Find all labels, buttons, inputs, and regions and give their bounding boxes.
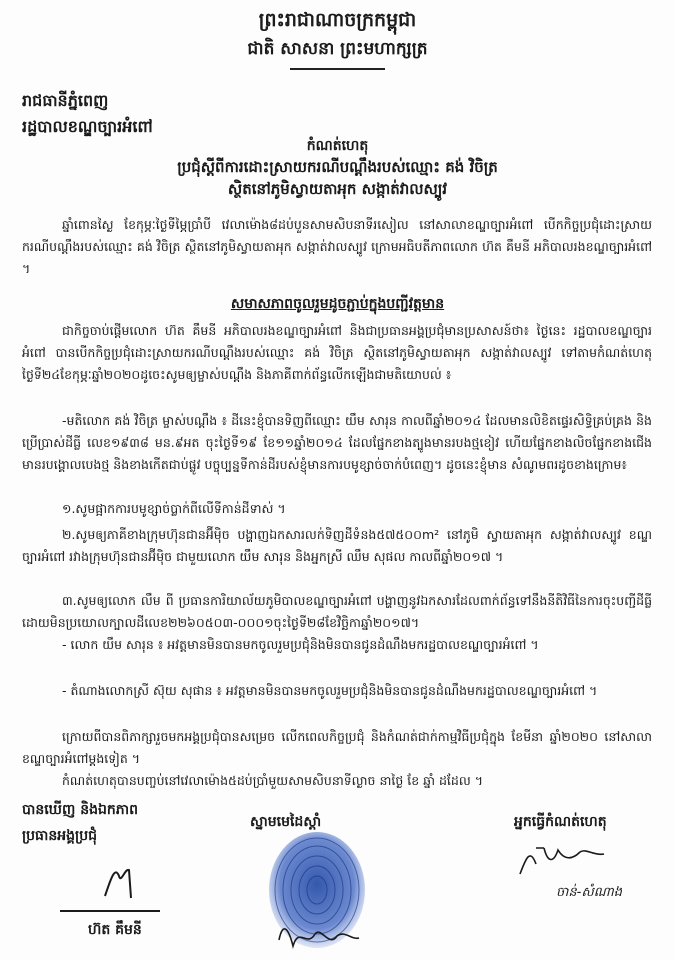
motto-ornament-divider — [290, 68, 385, 71]
paragraph-request-3: ៣.សូមឲ្យលោក លឹម ពី ប្រធានការិយាល័យភូមិបាលខណ្ឌច្បារអំពៅ បង្ហាញនូវឯកសារដែលពាក់ព័ន្ធទៅនឹងនីតិវិធីនៃការចុះបញ្ជីដីធ្លីដោយមិនប្រយោលក្បាលដីលេខ២២៦០៥០៣-០០០១ចុះថ្ងៃទី២៨ខែវិច្ឆិកាឆ្នាំ២០១៧។ — [22, 593, 652, 630]
paragraph-request-2: ២.សូមឲ្យភាគីខាងក្រុមហ៊ុនជានអ៊ីម៉ិច បង្ហាញឯកសារលក់ទិញដីទំនង៥៧៥០០m² នៅភូមិ ស្វាយតាអុក សង្កាត់វាលស្បូវ ខណ្ឌច្បារអំពៅ រវាងក្រុមហ៊ុនជានអ៊ីម៉ិច ជាមួយលោក យឹម សារុន និងអ្នកស្រី ឈឹម សុផល កាលពីឆ្នាំ២០១៧ ។ — [22, 527, 652, 564]
paragraph-closing: កំណត់ហេតុបានបញ្ចប់នៅវេលាម៉ោង៥ដប់ប្រាំមួយសាមសិបនាទីល្ងាច នាថ្ងៃ ខែ ឆ្នាំ ដដែល ។ — [62, 773, 483, 788]
left-signature-label-1: បានឃើញ និងឯកភាព — [22, 802, 138, 818]
paragraph-decision: ក្រោយពីបានពិភាក្សារួចមកអង្គប្រជុំបានសម្រេច លើកពេលកិច្ចប្រជុំ និងកំណត់ជាក់កាម្មវិធីប្រជុំក្នុង ខែមីនា ឆ្នាំ២០២០ នៅសាលាខណ្ឌច្បារអំពៅម្តងទៀត ។ — [22, 729, 652, 766]
authority-district: រដ្ឋបាលខណ្ឌច្បារអំពៅ — [22, 117, 153, 136]
recorder-label: អ្នកធ្វើកំណត់ហេតុ — [514, 814, 607, 830]
paragraph-opening: ជាកិច្ចចាប់ផ្តើមលោក ហ៊ត គឹមនី អភិបាលរងខណ្ឌច្បារអំពៅ និងជាប្រធានអង្គប្រជុំមានប្រសាសន៍ថា៖ ថ្ងៃនេះ រដ្ឋបាលខណ្ឌច្បារអំពៅ បានបើកកិច្ចប្រជុំដោះស្រាយករណីបណ្តឹងរបស់ឈ្មោះ គង់ វិចិត្រ ស្ថិតនៅភូមិស្វាយតាអុក សង្កាត់វាលស្បូវ ទៅតាមកំណត់ហេតុថ្ងៃទី២៤ខែកុម្ភៈឆ្នាំ២០២០ដូចេះសូមឲ្យម្ចាស់បណ្តឹង និងភាគីពាក់ព័ន្ធលើកឡើងជាមតិយោបល់ ៖ — [22, 323, 652, 382]
left-signature-scribble — [95, 858, 145, 908]
left-signatory-name: ហ៊ត គឹមនី — [88, 922, 142, 938]
thumbprint-label: ស្នាមមេដៃស្តាំ — [250, 814, 322, 830]
paragraph-absent-1: - លោក យឹម សារុន ៖ អវត្តមានមិនបានមកចូលរួមប្រជុំនិងមិនបានជូនដំណឹងមករដ្ឋបាលខណ្ឌច្បារអំពៅ ។ — [62, 637, 539, 652]
left-signature-line — [60, 910, 160, 912]
intro-paragraph: ឆ្នាំពោនស្ងៃ ខែកុម្ភៈថ្ងៃទីម្ភៃប្រាំបី វេលាម៉ោង៨ដប់បួនសាមសិបនាទីរសៀល នៅសាលាខណ្ឌច្បារអំពៅ បើកកិច្ចប្រជុំដោះស្រាយករណីបណ្តឹងរបស់ឈ្មោះ គង់ វិចិត្រ ស្ថិតនៅភូមិស្វាយតាអុក សង្កាត់វាលស្បូវ ក្រោមអធិបតីភាពលោក ហ៊ត គឹមនី អភិបាលរងខណ្ឌច្បារអំពៅ ។ — [22, 217, 652, 276]
paragraph-request-1: ១.សូមផ្អាកការបមូខ្សាច់ប្លាក់ពីលើទីកាន់ដីទាស់ ។ — [62, 501, 286, 516]
authority-capital: រាជធានីភ្នំពេញ — [22, 91, 109, 110]
recorder-handwritten-name: ចាន់-សំណាង — [556, 885, 622, 900]
thumbprint-stamp — [255, 830, 375, 960]
document-title: កំណត់ហេតុ — [306, 138, 369, 154]
kingdom-heading: ព្រះរាជាណាចក្រកម្ពុជា — [258, 9, 417, 31]
document-subtitle-line1: ប្រជុំស្តីពីការដោះស្រាយករណីបណ្តឹងរបស់ឈ្មោះ គង់ វិចិត្រ — [177, 158, 498, 176]
motto-heading: ជាតិ សាសនា ព្រះមហាក្សត្រ — [247, 39, 428, 59]
left-signature-label-2: ប្រធានអង្គប្រជុំ — [22, 828, 97, 844]
recorder-signature-scribble — [514, 838, 624, 882]
document-subtitle-line2: ស្ថិតនៅភូមិស្វាយតាអុក សង្កាត់វាលស្បូវ — [227, 180, 448, 198]
paragraph-complainant: -មតិលោក គង់ វិចិត្រ ម្ចាស់បណ្តឹង ៖ ដីនេះខ្ញុំបានទិញពីឈ្មោះ យឹម សារុន កាលពីឆ្នាំ២០១៤ ដែលមានលិខិតផ្ទេរសិទ្ធិគ្រប់គ្រង និងប្រើប្រាស់ដីធ្លី លេខ១៩៣៨ មន.៩អត ចុះថ្ងៃទី១៩ ខែ១១ឆ្នាំ២០១៤ ដែលផ្នែកខាងត្បូងមានរបងថ្មខៀវ ហើយផ្នែកខាងលិចផ្នែកខាងជើងមានរបង្គោលបេងថ្ម និងខាងកើតជាប់ផ្លូវ បច្ចុប្បន្នទីកាន់ដីរបស់ខ្ញុំមានការបមូខ្សាច់ចាក់បំពេញ។ ដូចនេះខ្ញុំមាន សំណូមពរដូចខាងក្រោម៖ — [22, 413, 652, 472]
section-heading: សមាសភាពចូលរួមដូចភ្ជាប់ក្នុងបញ្ជីវត្តមាន — [230, 296, 445, 312]
paragraph-absent-2: - តំណាងលោកស្រី ស៊ុយ សុផាន ៖ អវត្តមានមិនបានមកចូលរួមប្រជុំនិងមិនបានជូនដំណឹងមករដ្ឋបាលខណ្ឌច្បារអំពៅ ។ — [62, 683, 598, 698]
